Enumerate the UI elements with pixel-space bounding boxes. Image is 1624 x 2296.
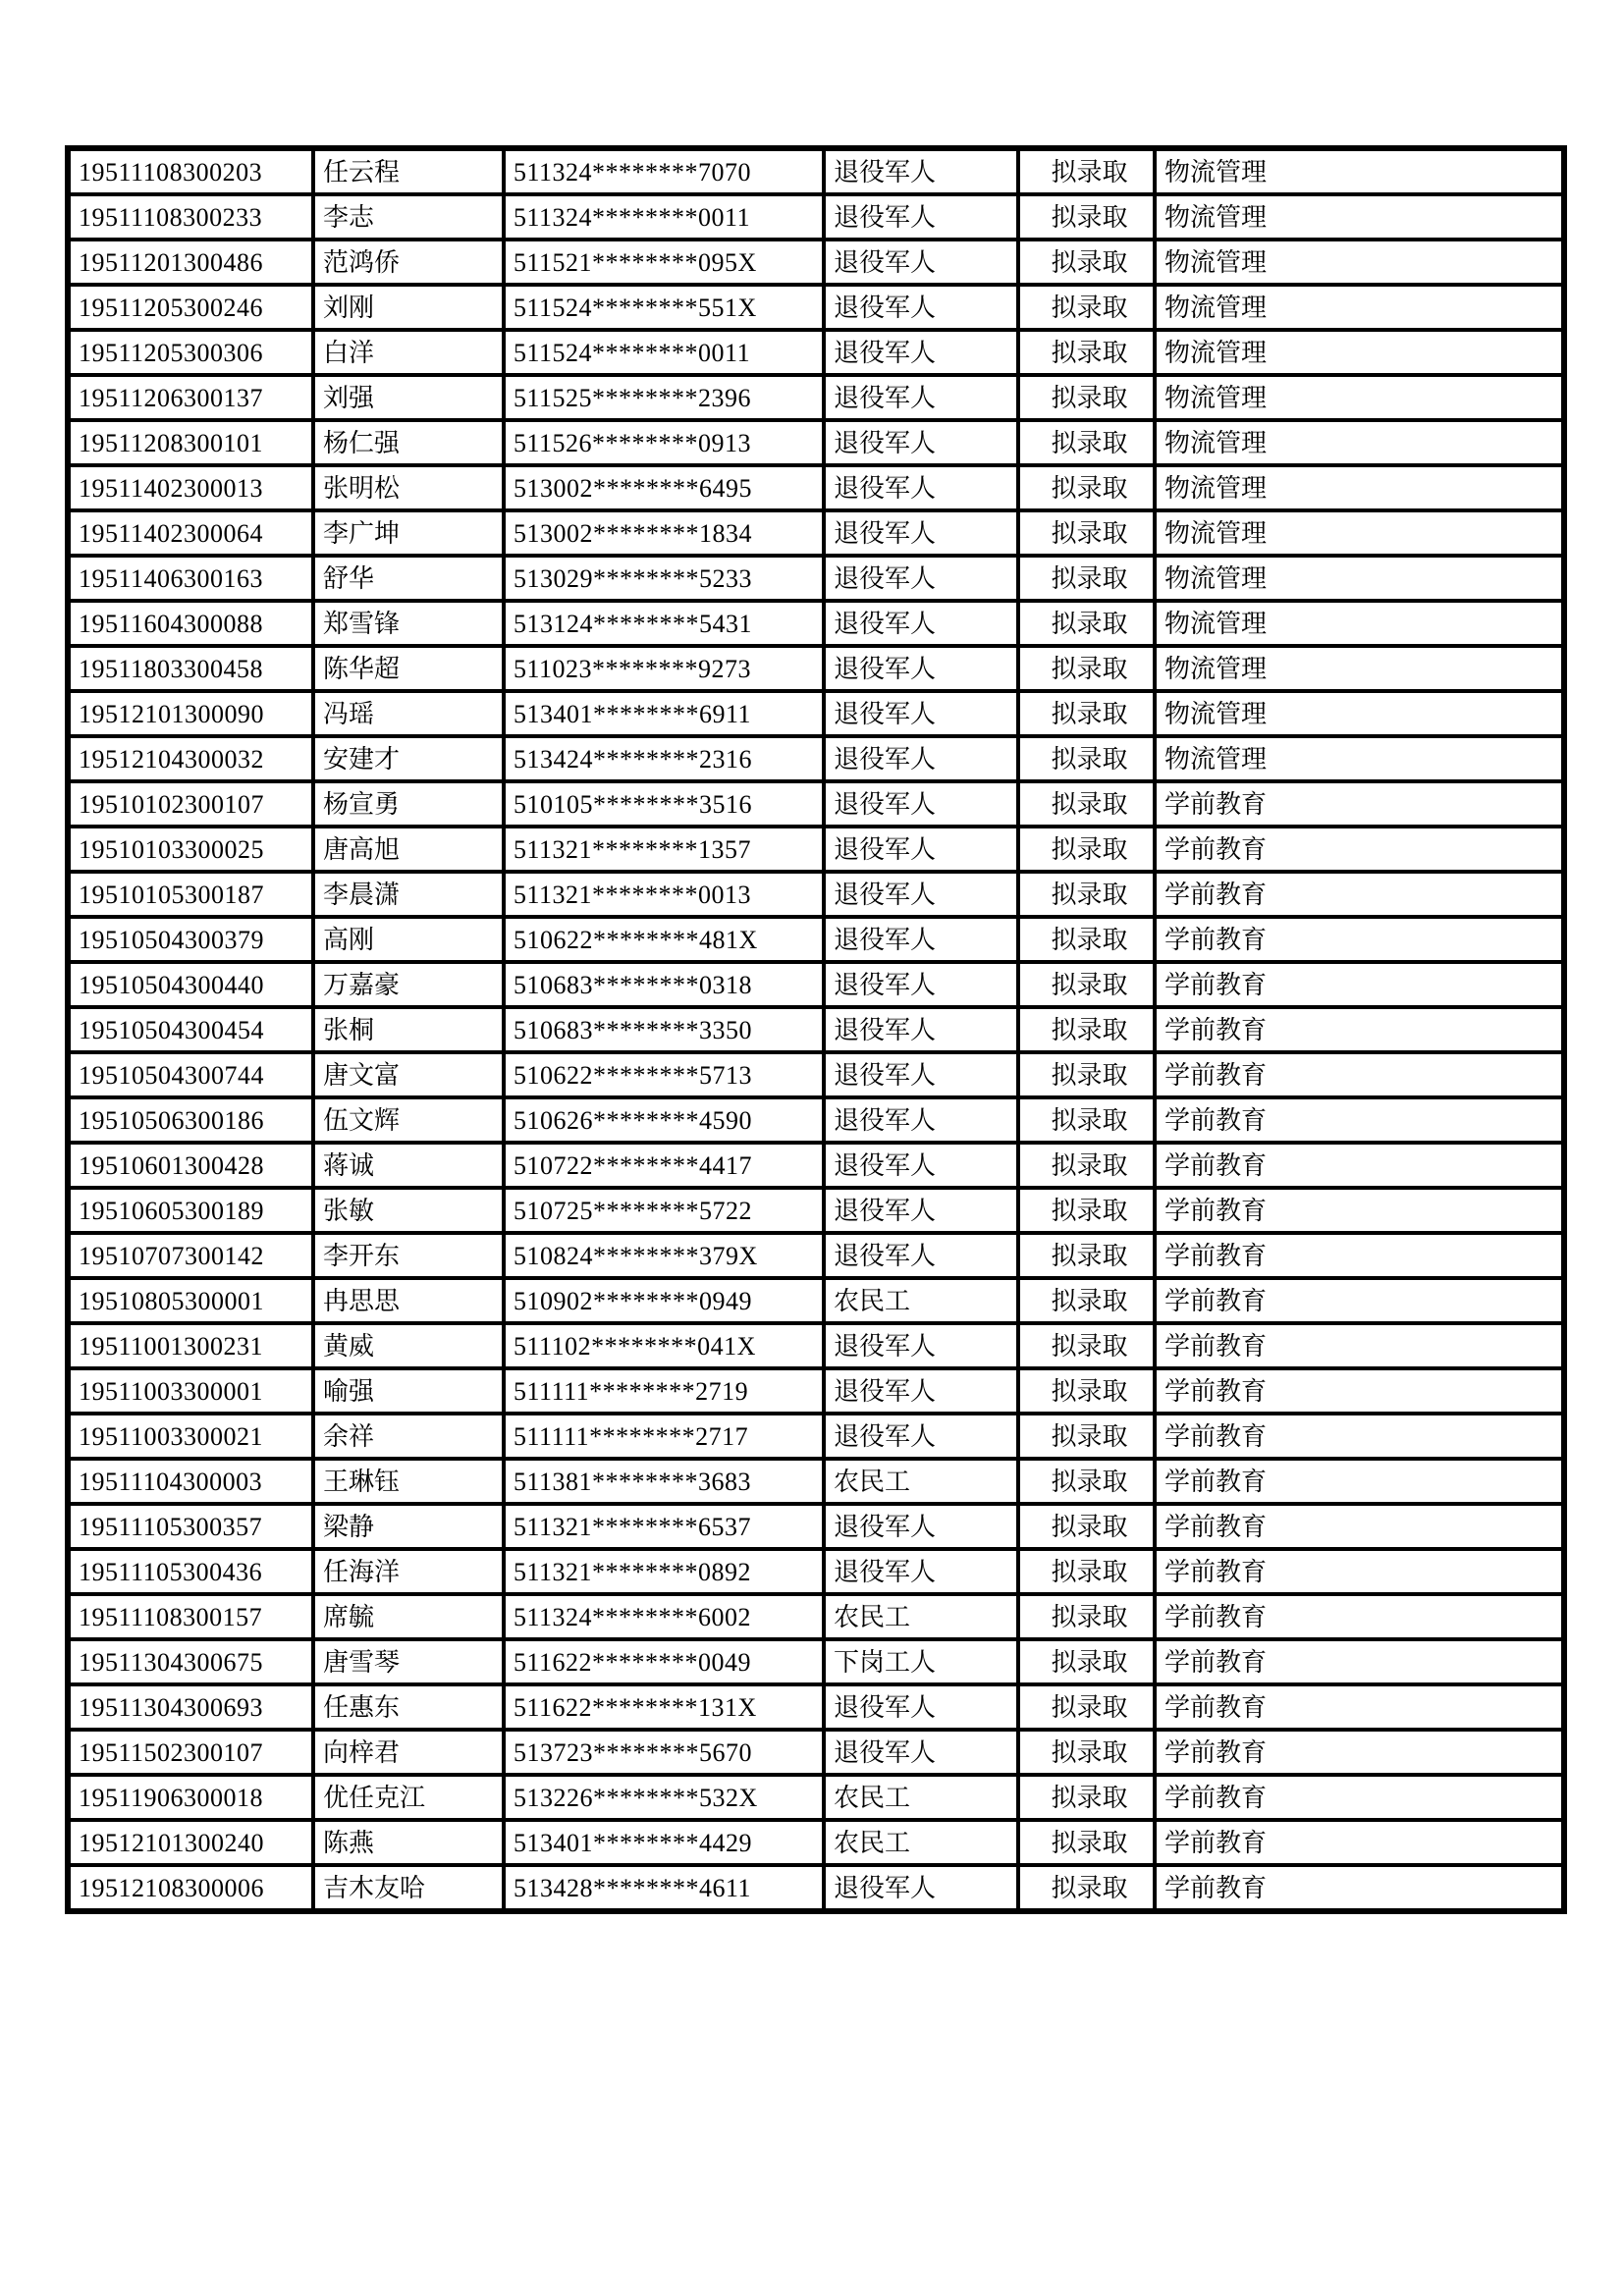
cell-name: 任云程 — [313, 148, 504, 194]
cell-status: 拟录取 — [1018, 646, 1155, 691]
cell-category: 退役军人 — [824, 1368, 1018, 1414]
cell-status: 拟录取 — [1018, 148, 1155, 194]
cell-category: 退役军人 — [824, 917, 1018, 962]
cell-id-card: 511526********0913 — [504, 420, 824, 465]
table-row — [68, 148, 1564, 194]
cell-status: 拟录取 — [1018, 736, 1155, 781]
cell-id-card: 513226********532X — [504, 1775, 824, 1820]
cell-exam-id: 19510105300187 — [68, 872, 313, 917]
cell-major: 学前教育 — [1155, 1820, 1564, 1865]
cell-major: 学前教育 — [1155, 1594, 1564, 1639]
cell-major: 学前教育 — [1155, 917, 1564, 962]
cell-name: 蒋诚 — [313, 1143, 504, 1188]
table-row — [68, 1143, 1564, 1188]
cell-exam-id: 19511205300246 — [68, 285, 313, 330]
cell-exam-id: 19512101300090 — [68, 691, 313, 736]
cell-id-card: 510105********3516 — [504, 781, 824, 827]
cell-major: 物流管理 — [1155, 556, 1564, 601]
cell-major: 物流管理 — [1155, 510, 1564, 556]
table-row — [68, 1459, 1564, 1504]
cell-exam-id: 19511205300306 — [68, 330, 313, 375]
cell-status: 拟录取 — [1018, 1143, 1155, 1188]
cell-major: 学前教育 — [1155, 781, 1564, 827]
cell-category: 退役军人 — [824, 601, 1018, 646]
table-row — [68, 1549, 1564, 1594]
table-row — [68, 1684, 1564, 1730]
table-row — [68, 1414, 1564, 1459]
cell-status: 拟录取 — [1018, 1775, 1155, 1820]
cell-status: 拟录取 — [1018, 330, 1155, 375]
cell-category: 退役军人 — [824, 1549, 1018, 1594]
cell-name: 吉木友哈 — [313, 1865, 504, 1911]
cell-major: 物流管理 — [1155, 285, 1564, 330]
cell-major: 学前教育 — [1155, 1775, 1564, 1820]
cell-name: 冯瑶 — [313, 691, 504, 736]
table-row — [68, 872, 1564, 917]
cell-category: 退役军人 — [824, 465, 1018, 510]
cell-major: 学前教育 — [1155, 1684, 1564, 1730]
cell-major: 物流管理 — [1155, 601, 1564, 646]
cell-status: 拟录取 — [1018, 917, 1155, 962]
cell-name: 任惠东 — [313, 1684, 504, 1730]
table-row — [68, 1820, 1564, 1865]
table-row — [68, 375, 1564, 420]
table-row — [68, 1188, 1564, 1233]
cell-name: 刘刚 — [313, 285, 504, 330]
cell-category: 退役军人 — [824, 962, 1018, 1007]
cell-id-card: 511102********041X — [504, 1323, 824, 1368]
table-row — [68, 510, 1564, 556]
cell-status: 拟录取 — [1018, 1323, 1155, 1368]
cell-category: 退役军人 — [824, 510, 1018, 556]
cell-exam-id: 19511906300018 — [68, 1775, 313, 1820]
table-row — [68, 1730, 1564, 1775]
cell-name: 梁静 — [313, 1504, 504, 1549]
cell-id-card: 513428********4611 — [504, 1865, 824, 1911]
table-row — [68, 1594, 1564, 1639]
cell-major: 物流管理 — [1155, 240, 1564, 285]
cell-name: 王琳钰 — [313, 1459, 504, 1504]
table-row — [68, 1097, 1564, 1143]
cell-id-card: 511023********9273 — [504, 646, 824, 691]
cell-name: 唐文富 — [313, 1052, 504, 1097]
cell-status: 拟录取 — [1018, 240, 1155, 285]
cell-name: 李志 — [313, 194, 504, 240]
cell-id-card: 513002********6495 — [504, 465, 824, 510]
cell-status: 拟录取 — [1018, 1233, 1155, 1278]
cell-status: 拟录取 — [1018, 1052, 1155, 1097]
cell-id-card: 511321********6537 — [504, 1504, 824, 1549]
cell-id-card: 510824********379X — [504, 1233, 824, 1278]
table-row — [68, 420, 1564, 465]
cell-id-card: 510722********4417 — [504, 1143, 824, 1188]
cell-exam-id: 19511402300064 — [68, 510, 313, 556]
cell-category: 退役军人 — [824, 1233, 1018, 1278]
cell-major: 物流管理 — [1155, 465, 1564, 510]
cell-exam-id: 19512104300032 — [68, 736, 313, 781]
cell-status: 拟录取 — [1018, 827, 1155, 872]
cell-category: 农民工 — [824, 1594, 1018, 1639]
cell-exam-id: 19510805300001 — [68, 1278, 313, 1323]
cell-exam-id: 19510506300186 — [68, 1097, 313, 1143]
cell-category: 退役军人 — [824, 285, 1018, 330]
table-row — [68, 1775, 1564, 1820]
table-row — [68, 285, 1564, 330]
cell-major: 物流管理 — [1155, 330, 1564, 375]
table-row — [68, 1233, 1564, 1278]
cell-name: 优任克江 — [313, 1775, 504, 1820]
table-body — [68, 148, 1564, 1911]
cell-status: 拟录取 — [1018, 1007, 1155, 1052]
table-row — [68, 556, 1564, 601]
cell-name: 陈华超 — [313, 646, 504, 691]
cell-name: 冉思思 — [313, 1278, 504, 1323]
cell-major: 学前教育 — [1155, 1143, 1564, 1188]
cell-status: 拟录取 — [1018, 1549, 1155, 1594]
cell-category: 退役军人 — [824, 1052, 1018, 1097]
cell-id-card: 511324********0011 — [504, 194, 824, 240]
table-row — [68, 1504, 1564, 1549]
cell-status: 拟录取 — [1018, 1414, 1155, 1459]
cell-exam-id: 19510504300440 — [68, 962, 313, 1007]
cell-category: 农民工 — [824, 1278, 1018, 1323]
cell-id-card: 511381********3683 — [504, 1459, 824, 1504]
cell-category: 退役军人 — [824, 691, 1018, 736]
cell-category: 退役军人 — [824, 1504, 1018, 1549]
cell-category: 退役军人 — [824, 420, 1018, 465]
cell-id-card: 511321********1357 — [504, 827, 824, 872]
cell-category: 退役军人 — [824, 556, 1018, 601]
cell-status: 拟录取 — [1018, 420, 1155, 465]
cell-exam-id: 19511108300203 — [68, 148, 313, 194]
cell-status: 拟录取 — [1018, 1684, 1155, 1730]
table-row — [68, 1007, 1564, 1052]
table-row — [68, 1052, 1564, 1097]
cell-id-card: 511524********0011 — [504, 330, 824, 375]
cell-major: 学前教育 — [1155, 1052, 1564, 1097]
table-row — [68, 194, 1564, 240]
cell-status: 拟录取 — [1018, 1368, 1155, 1414]
cell-exam-id: 19511604300088 — [68, 601, 313, 646]
cell-status: 拟录取 — [1018, 285, 1155, 330]
cell-exam-id: 19510102300107 — [68, 781, 313, 827]
cell-name: 范鸿侨 — [313, 240, 504, 285]
cell-category: 退役军人 — [824, 1143, 1018, 1188]
cell-status: 拟录取 — [1018, 375, 1155, 420]
cell-major: 物流管理 — [1155, 194, 1564, 240]
cell-category: 农民工 — [824, 1820, 1018, 1865]
cell-name: 黄威 — [313, 1323, 504, 1368]
cell-name: 白洋 — [313, 330, 504, 375]
table-row — [68, 1368, 1564, 1414]
cell-status: 拟录取 — [1018, 1278, 1155, 1323]
cell-id-card: 513424********2316 — [504, 736, 824, 781]
cell-major: 学前教育 — [1155, 1504, 1564, 1549]
cell-exam-id: 19511104300003 — [68, 1459, 313, 1504]
cell-exam-id: 19511003300001 — [68, 1368, 313, 1414]
cell-name: 安建才 — [313, 736, 504, 781]
cell-category: 退役军人 — [824, 1414, 1018, 1459]
cell-status: 拟录取 — [1018, 781, 1155, 827]
cell-name: 唐高旭 — [313, 827, 504, 872]
cell-id-card: 511622********131X — [504, 1684, 824, 1730]
cell-id-card: 511324********7070 — [504, 148, 824, 194]
cell-status: 拟录取 — [1018, 1504, 1155, 1549]
cell-category: 退役军人 — [824, 1323, 1018, 1368]
table-row — [68, 736, 1564, 781]
cell-status: 拟录取 — [1018, 1865, 1155, 1911]
cell-exam-id: 19512108300006 — [68, 1865, 313, 1911]
cell-major: 学前教育 — [1155, 1097, 1564, 1143]
cell-exam-id: 19510103300025 — [68, 827, 313, 872]
cell-major: 物流管理 — [1155, 646, 1564, 691]
table-row — [68, 601, 1564, 646]
cell-major: 学前教育 — [1155, 1730, 1564, 1775]
cell-exam-id: 19511206300137 — [68, 375, 313, 420]
cell-category: 退役军人 — [824, 781, 1018, 827]
cell-category: 退役军人 — [824, 240, 1018, 285]
cell-name: 张明松 — [313, 465, 504, 510]
table-row — [68, 646, 1564, 691]
cell-id-card: 511525********2396 — [504, 375, 824, 420]
cell-id-card: 511111********2719 — [504, 1368, 824, 1414]
cell-major: 学前教育 — [1155, 1323, 1564, 1368]
cell-exam-id: 19511803300458 — [68, 646, 313, 691]
cell-id-card: 511321********0892 — [504, 1549, 824, 1594]
cell-name: 任海洋 — [313, 1549, 504, 1594]
cell-status: 拟录取 — [1018, 465, 1155, 510]
cell-id-card: 510622********481X — [504, 917, 824, 962]
cell-exam-id: 19511402300013 — [68, 465, 313, 510]
cell-id-card: 510683********0318 — [504, 962, 824, 1007]
cell-name: 向梓君 — [313, 1730, 504, 1775]
cell-major: 物流管理 — [1155, 148, 1564, 194]
cell-id-card: 511521********095X — [504, 240, 824, 285]
table-row — [68, 781, 1564, 827]
cell-category: 退役军人 — [824, 736, 1018, 781]
cell-category: 退役军人 — [824, 1865, 1018, 1911]
cell-name: 唐雪琴 — [313, 1639, 504, 1684]
cell-exam-id: 19511208300101 — [68, 420, 313, 465]
cell-status: 拟录取 — [1018, 1820, 1155, 1865]
cell-major: 物流管理 — [1155, 736, 1564, 781]
cell-status: 拟录取 — [1018, 556, 1155, 601]
cell-id-card: 510683********3350 — [504, 1007, 824, 1052]
cell-major: 物流管理 — [1155, 420, 1564, 465]
cell-name: 李广坤 — [313, 510, 504, 556]
cell-id-card: 511111********2717 — [504, 1414, 824, 1459]
cell-status: 拟录取 — [1018, 1188, 1155, 1233]
table-row — [68, 962, 1564, 1007]
cell-exam-id: 19510601300428 — [68, 1143, 313, 1188]
cell-exam-id: 19511304300693 — [68, 1684, 313, 1730]
cell-status: 拟录取 — [1018, 510, 1155, 556]
cell-exam-id: 19511201300486 — [68, 240, 313, 285]
table-row — [68, 240, 1564, 285]
cell-name: 高刚 — [313, 917, 504, 962]
cell-exam-id: 19512101300240 — [68, 1820, 313, 1865]
cell-status: 拟录取 — [1018, 1639, 1155, 1684]
cell-status: 拟录取 — [1018, 601, 1155, 646]
cell-major: 学前教育 — [1155, 1549, 1564, 1594]
table-row — [68, 827, 1564, 872]
cell-major: 物流管理 — [1155, 375, 1564, 420]
cell-exam-id: 19510504300744 — [68, 1052, 313, 1097]
cell-id-card: 513002********1834 — [504, 510, 824, 556]
cell-id-card: 513401********4429 — [504, 1820, 824, 1865]
cell-name: 杨宣勇 — [313, 781, 504, 827]
admission-list-table — [65, 145, 1567, 1914]
cell-status: 拟录取 — [1018, 872, 1155, 917]
cell-status: 拟录取 — [1018, 691, 1155, 736]
cell-major: 学前教育 — [1155, 1188, 1564, 1233]
table-row — [68, 1323, 1564, 1368]
cell-name: 李晨潇 — [313, 872, 504, 917]
cell-major: 学前教育 — [1155, 1007, 1564, 1052]
cell-name: 李开东 — [313, 1233, 504, 1278]
cell-status: 拟录取 — [1018, 1730, 1155, 1775]
cell-category: 退役军人 — [824, 646, 1018, 691]
cell-id-card: 511321********0013 — [504, 872, 824, 917]
cell-category: 退役军人 — [824, 1188, 1018, 1233]
cell-category: 退役军人 — [824, 375, 1018, 420]
table-row — [68, 1865, 1564, 1911]
cell-category: 退役军人 — [824, 330, 1018, 375]
cell-status: 拟录取 — [1018, 1097, 1155, 1143]
cell-category: 退役军人 — [824, 1007, 1018, 1052]
cell-exam-id: 19511105300436 — [68, 1549, 313, 1594]
cell-category: 农民工 — [824, 1775, 1018, 1820]
table-row — [68, 465, 1564, 510]
cell-major: 学前教育 — [1155, 962, 1564, 1007]
cell-category: 退役军人 — [824, 872, 1018, 917]
table-row — [68, 1278, 1564, 1323]
cell-major: 学前教育 — [1155, 1368, 1564, 1414]
cell-exam-id: 19510504300379 — [68, 917, 313, 962]
cell-exam-id: 19511105300357 — [68, 1504, 313, 1549]
cell-name: 陈燕 — [313, 1820, 504, 1865]
cell-id-card: 510622********5713 — [504, 1052, 824, 1097]
cell-exam-id: 19511108300233 — [68, 194, 313, 240]
cell-category: 退役军人 — [824, 1730, 1018, 1775]
cell-major: 物流管理 — [1155, 691, 1564, 736]
cell-id-card: 511622********0049 — [504, 1639, 824, 1684]
cell-major: 学前教育 — [1155, 827, 1564, 872]
cell-major: 学前教育 — [1155, 1639, 1564, 1684]
cell-name: 席毓 — [313, 1594, 504, 1639]
cell-exam-id: 19511304300675 — [68, 1639, 313, 1684]
cell-exam-id: 19510605300189 — [68, 1188, 313, 1233]
cell-category: 退役军人 — [824, 194, 1018, 240]
cell-id-card: 511524********551X — [504, 285, 824, 330]
cell-exam-id: 19510504300454 — [68, 1007, 313, 1052]
cell-category: 下岗工人 — [824, 1639, 1018, 1684]
cell-status: 拟录取 — [1018, 194, 1155, 240]
cell-name: 舒华 — [313, 556, 504, 601]
cell-id-card: 510902********0949 — [504, 1278, 824, 1323]
cell-category: 退役军人 — [824, 1097, 1018, 1143]
cell-name: 张敏 — [313, 1188, 504, 1233]
cell-name: 伍文辉 — [313, 1097, 504, 1143]
cell-name: 张桐 — [313, 1007, 504, 1052]
cell-name: 杨仁强 — [313, 420, 504, 465]
cell-major: 学前教育 — [1155, 1278, 1564, 1323]
cell-major: 学前教育 — [1155, 1414, 1564, 1459]
cell-status: 拟录取 — [1018, 1459, 1155, 1504]
cell-major: 学前教育 — [1155, 872, 1564, 917]
cell-exam-id: 19511502300107 — [68, 1730, 313, 1775]
cell-major: 学前教育 — [1155, 1865, 1564, 1911]
cell-major: 学前教育 — [1155, 1233, 1564, 1278]
cell-name: 喻强 — [313, 1368, 504, 1414]
cell-id-card: 513401********6911 — [504, 691, 824, 736]
table-row — [68, 1639, 1564, 1684]
cell-category: 退役军人 — [824, 148, 1018, 194]
cell-exam-id: 19511406300163 — [68, 556, 313, 601]
cell-name: 刘强 — [313, 375, 504, 420]
cell-id-card: 510725********5722 — [504, 1188, 824, 1233]
table-row — [68, 330, 1564, 375]
cell-id-card: 511324********6002 — [504, 1594, 824, 1639]
cell-name: 万嘉豪 — [313, 962, 504, 1007]
cell-category: 退役军人 — [824, 1684, 1018, 1730]
cell-category: 农民工 — [824, 1459, 1018, 1504]
cell-id-card: 510626********4590 — [504, 1097, 824, 1143]
cell-status: 拟录取 — [1018, 1594, 1155, 1639]
table-row — [68, 691, 1564, 736]
cell-category: 退役军人 — [824, 827, 1018, 872]
cell-exam-id: 19511108300157 — [68, 1594, 313, 1639]
cell-id-card: 513723********5670 — [504, 1730, 824, 1775]
cell-exam-id: 19511001300231 — [68, 1323, 313, 1368]
cell-exam-id: 19510707300142 — [68, 1233, 313, 1278]
cell-status: 拟录取 — [1018, 962, 1155, 1007]
cell-id-card: 513029********5233 — [504, 556, 824, 601]
cell-name: 郑雪锋 — [313, 601, 504, 646]
cell-major: 学前教育 — [1155, 1459, 1564, 1504]
cell-exam-id: 19511003300021 — [68, 1414, 313, 1459]
cell-id-card: 513124********5431 — [504, 601, 824, 646]
cell-name: 余祥 — [313, 1414, 504, 1459]
table-row — [68, 917, 1564, 962]
